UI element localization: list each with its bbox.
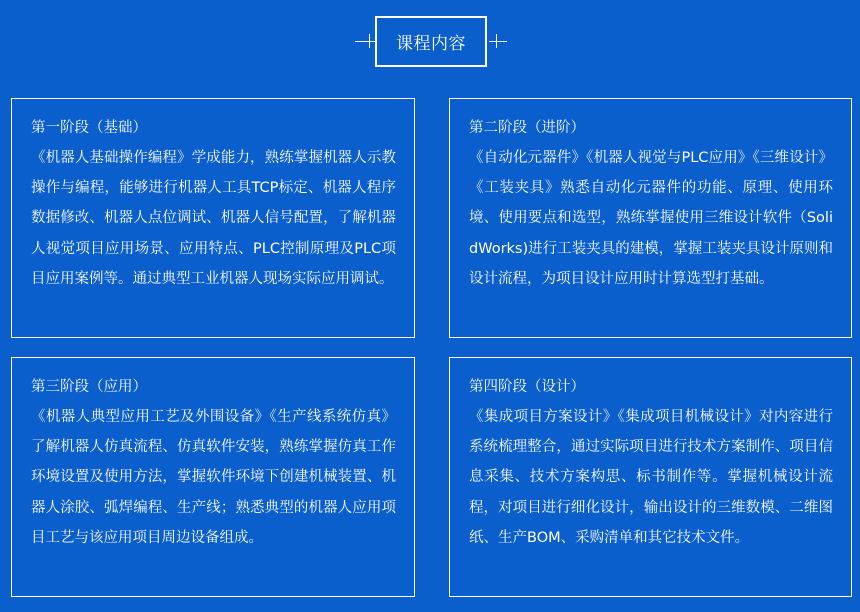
stage-description: 《机器人典型应用工艺及外围设备》《生产线系统仿真》了解机器人仿真流程、仿真软件安装，熟练掌握仿真工作环境设置及使用方法，掌握软件环境下创建机械装置、机器人涂胶、弧焊编程、生产线；熟悉典型的机器人应用项目工艺与该应用项目周边设备组成。 <box>31 409 396 546</box>
stage-card-application <box>11 357 415 597</box>
stage-description: 《机器人基础操作编程》学成能力，熟练掌握机器人示教操作与编程，能够进行机器人工具TCP标定、机器人程序数据修改、机器人点位调试、机器人信号配置，了解机器人视觉项目应用场景、应用特点、PLC控制原理及PLC项目应用案例等。通过典型工业机器人现场实际应用调试。 <box>31 150 396 287</box>
stage-title: 第二阶段（进阶） <box>469 120 585 136</box>
header-decoration-tick-left <box>369 34 370 48</box>
section-header <box>0 0 860 85</box>
stage-card-design <box>449 357 852 597</box>
stage-title: 第一阶段（基础） <box>31 120 147 136</box>
stage-title: 第四阶段（设计） <box>469 379 585 395</box>
stage-title: 第三阶段（应用） <box>31 379 147 395</box>
header-decoration-line-left <box>355 41 377 42</box>
header-decoration-tick-right <box>496 34 497 48</box>
stage-card-basic <box>11 98 415 338</box>
stage-description: 《自动化元器件》《机器人视觉与PLC应用》《三维设计》《工装夹具》熟悉自动化元器件的功能、原理、使用环境、使用要点和选型，熟练掌握使用三维设计软件（SolidWorks)进行工装夹具的建模，掌握工装夹具设计原则和设计流程，为项目设计应用时计算选型打基础。 <box>469 150 833 287</box>
stage-card-advanced <box>449 98 852 338</box>
stage-description: 《集成项目方案设计》《集成项目机械设计》对内容进行系统梳理整合，通过实际项目进行技术方案制作、项目信息采集、技术方案构思、标书制作等。掌握机械设计流程，对项目进行细化设计，输出设计的三维数模、二维图纸、生产BOM、采购清单和其它技术文件。 <box>469 409 833 546</box>
header-decoration-line-right <box>489 41 507 42</box>
section-title: 课程内容 <box>375 16 487 67</box>
